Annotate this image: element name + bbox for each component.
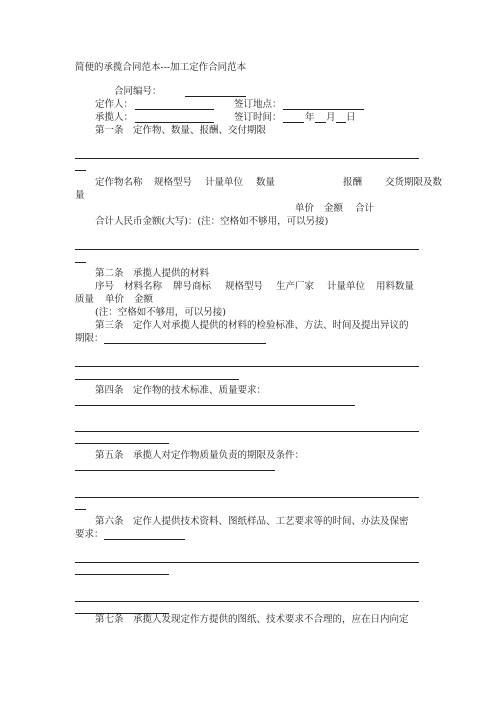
sign-place-blank[interactable] <box>283 109 364 110</box>
art6-line-1-end <box>75 574 169 575</box>
art5-title: 第五条 承揽人对定作物质量负责的期限及条件： <box>95 450 305 461</box>
art2-col-brand: 牌号商标 <box>173 281 212 292</box>
art3-blank[interactable] <box>104 343 266 344</box>
art1-line[interactable] <box>75 158 419 159</box>
art1-col-deadline: 交货期限及数 <box>385 177 443 188</box>
art1-col-name: 定作物名称 <box>95 177 143 188</box>
document-title: 简便的承揽合同范本---加工定作合同范本 <box>75 62 247 73</box>
art1-col-spec: 规格型号 <box>154 177 193 188</box>
sign-day-blank[interactable] <box>336 122 346 123</box>
art5-line[interactable] <box>75 497 419 498</box>
art1-col-pay: 报酬 <box>343 177 363 188</box>
year-label: 年 <box>305 112 315 123</box>
art1-total-label: 合计人民币金额(大写)：(注：空格如不够用，可以另接) <box>95 216 329 227</box>
art3-cont: 期限： <box>75 333 104 344</box>
contractor-blank[interactable] <box>135 122 214 123</box>
art3-line-end <box>75 379 239 380</box>
art1-col-wrap: 量 <box>75 190 85 201</box>
art2-col-quality: 质量 <box>75 294 95 305</box>
month-label: 月 <box>326 112 336 123</box>
contractor-label: 承揽人： <box>95 112 134 123</box>
orderer-label: 定作人： <box>95 99 134 110</box>
art4-line-end <box>75 443 169 444</box>
art2-col-material: 材料名称 <box>124 281 163 292</box>
art3-line[interactable] <box>75 366 419 367</box>
art1-sub-total: 合计 <box>355 203 375 214</box>
art6-blank[interactable] <box>104 539 185 540</box>
art2-col-no: 序号 <box>95 281 115 292</box>
sign-place-label: 签订地点： <box>234 99 282 110</box>
art2-title: 第二条 承揽人提供的材料 <box>95 268 210 279</box>
art1-col-unit: 计量单位 <box>205 177 244 188</box>
art6-title: 第六条 定作人提供技术资料、图纸样品、工艺要求等的时间、办法及保密 <box>95 516 409 527</box>
art3-title: 第三条 定作人对承揽人提供的材料的检验标准、方法、时间及提出异议的 <box>95 320 409 331</box>
art1-sub-unitprice: 单价 <box>295 203 315 214</box>
art2-col-maker: 生产厂家 <box>276 281 315 292</box>
contract-no-blank[interactable] <box>185 96 246 97</box>
art4-line[interactable] <box>75 431 419 432</box>
art1-sub-amount: 金额 <box>324 203 344 214</box>
art6-line-2[interactable] <box>75 601 419 602</box>
day-label: 日 <box>346 112 356 123</box>
art2-col-spec: 规格型号 <box>225 281 264 292</box>
art2-col-unit: 计量单位 <box>327 281 366 292</box>
art2-col-amount: 金额 <box>134 294 154 305</box>
art1-title: 第一条 定作物、数量、报酬、交付期限 <box>95 125 267 136</box>
art6-line-1[interactable] <box>75 562 419 563</box>
art1-total-line-end <box>75 262 86 263</box>
art4-blank[interactable] <box>75 405 355 406</box>
art2-note: (注：空格如不够用，可以另接) <box>95 307 226 318</box>
contract-no-label: 合同编号： <box>114 86 162 97</box>
art1-line-end <box>75 170 86 171</box>
art4-title: 第四条 定作物的技术标准、质量要求： <box>95 385 267 396</box>
art1-col-qty: 数量 <box>256 177 276 188</box>
art6-cont: 要求： <box>75 529 104 540</box>
sign-month-blank[interactable] <box>315 122 326 123</box>
art7-title: 第七条 承揽人发现定作方提供的图纸、技术要求不合理的，应在日内向定 <box>95 614 409 625</box>
art2-col-price: 单价 <box>105 294 125 305</box>
art5-blank[interactable] <box>75 470 275 471</box>
art5-line-end <box>75 509 86 510</box>
sign-time-label: 签订时间： <box>234 112 282 123</box>
art1-total-line[interactable] <box>75 249 419 250</box>
orderer-blank[interactable] <box>135 109 214 110</box>
sign-year-blank[interactable] <box>283 122 304 123</box>
art2-col-usage: 用料数量 <box>376 281 415 292</box>
